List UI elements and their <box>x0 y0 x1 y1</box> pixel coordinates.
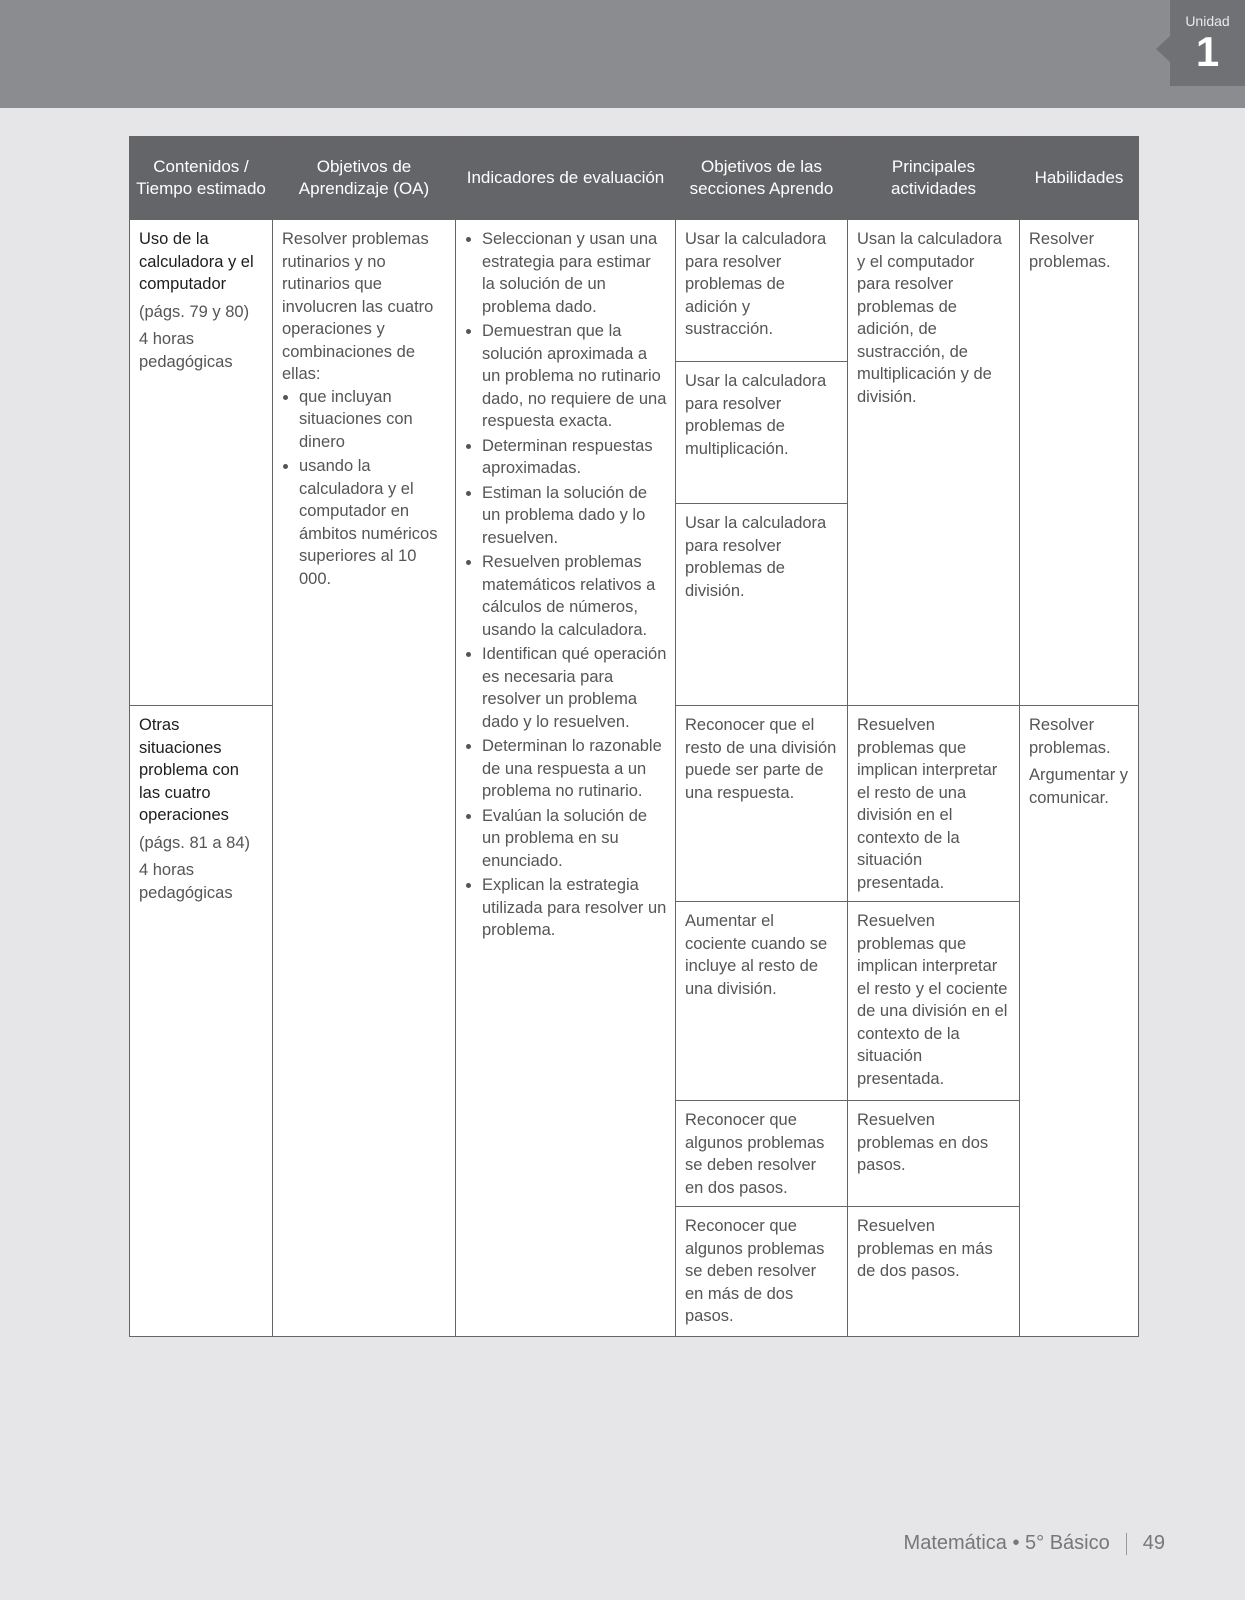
unit-tab-arrow <box>1156 36 1170 62</box>
indicator-item: • Determinan respuestas aproximadas. <box>482 435 667 480</box>
skills-cell-2 <box>1020 706 1139 1337</box>
oa-text: Resolver problemas rutinarios y no rutinarios que involucren las cuatro operaciones y combinaciones de ellas: <box>282 230 434 383</box>
header-habilidades: Habilidades <box>1020 137 1139 220</box>
unit-label: Unidad <box>1185 13 1230 29</box>
oa-bullet: • usando la calculadora y el computador en ámbitos numéricos superiores al 10 000. <box>299 455 447 590</box>
content-pages: (págs. 79 y 80) <box>139 302 250 321</box>
table-header-row <box>130 137 1139 220</box>
unit-tab <box>1170 0 1245 86</box>
top-banner <box>0 0 1245 108</box>
aprendo-cell: Aumentar el cociente cuando se incluye al resto de una división. <box>676 902 848 1101</box>
page-number: 49 <box>1142 1532 1165 1554</box>
aprendo-cell: Reconocer que algunos problemas se deben resolver en más de dos pasos. <box>676 1207 848 1337</box>
content-title: Uso de la calculadora y el computador <box>139 230 254 293</box>
skill-item: Argumentar y comunicar. <box>1029 766 1129 807</box>
oa-cell <box>273 220 456 1337</box>
indicator-item: • Resuelven problemas matemáticos relativos a cálculos de números, usando la calculadora. <box>482 551 667 641</box>
header-actividades: Principales actividades <box>848 137 1020 220</box>
indicator-item: • Identifican qué operación es necesaria para resolver un problema dado y lo resuelven. <box>482 643 667 733</box>
content-cell-1 <box>130 220 273 706</box>
aprendo-cell: Reconocer que algunos problemas se deben resolver en dos pasos. <box>676 1101 848 1207</box>
content-title: Otras situaciones problema con las cuatro operaciones <box>139 716 239 824</box>
page-footer <box>904 1532 1165 1555</box>
skills-cell-1 <box>1020 220 1139 706</box>
skill-item: Resolver problemas. <box>1029 230 1111 271</box>
header-indicadores: Indicadores de evaluación <box>456 137 676 220</box>
aprendo-cell: Reconocer que el resto de una división puede ser parte de una respuesta. <box>676 706 848 902</box>
header-aprendo: Objetivos de las secciones Aprendo <box>676 137 848 220</box>
oa-bullet: • que incluyan situaciones con dinero <box>299 386 447 454</box>
header-objetivos: Objetivos de Aprendizaje (OA) <box>273 137 456 220</box>
content-pages: (págs. 81 a 84) <box>139 833 250 852</box>
content-time: 4 horas pedagógicas <box>139 330 233 371</box>
activity-cell: Resuelven problemas que implican interpretar el resto de una división en el contexto de la situación presentada. <box>848 706 1020 902</box>
indicator-item: • Estiman la solución de un problema dado y lo resuelven. <box>482 482 667 550</box>
unit-number: 1 <box>1195 28 1220 75</box>
content-cell-2 <box>130 706 273 1337</box>
activity-cell: Resuelven problemas en dos pasos. <box>848 1101 1020 1207</box>
planning-table <box>129 136 1139 1337</box>
header-contenidos: Contenidos / Tiempo estimado <box>130 137 273 220</box>
activity-cell: Usan la calculadora y el computador para resolver problemas de adición, de sustracción, de multiplicación y de división. <box>848 220 1020 706</box>
indicator-item: • Evalúan la solución de un problema en su enunciado. <box>482 805 667 873</box>
content-time: 4 horas pedagógicas <box>139 861 233 902</box>
aprendo-cell: Usar la calculadora para resolver problemas de adición y sustracción. <box>676 220 848 362</box>
skill-item: Resolver problemas. <box>1029 716 1111 757</box>
indicator-item: • Demuestran que la solución aproximada a un problema no rutinario dado, no requiere de una respuesta exacta. <box>482 320 667 433</box>
aprendo-cell: Usar la calculadora para resolver problemas de división. <box>676 504 848 706</box>
aprendo-cell: Usar la calculadora para resolver problemas de multiplicación. <box>676 362 848 504</box>
activity-cell: Resuelven problemas en más de dos pasos. <box>848 1207 1020 1337</box>
activity-cell: Resuelven problemas que implican interpretar el resto y el cociente de una división en el contexto de la situación presentada. <box>848 902 1020 1101</box>
footer-subject: Matemática • 5° Básico <box>903 1532 1110 1554</box>
indicators-cell <box>456 220 676 1337</box>
indicator-item: • Explican la estrategia utilizada para resolver un problema. <box>482 874 667 942</box>
footer-divider <box>1126 1533 1127 1555</box>
indicator-item: • Determinan lo razonable de una respuesta a un problema no rutinario. <box>482 735 667 803</box>
indicator-item: • Seleccionan y usan una estrategia para estimar la solución de un problema dado. <box>482 228 667 318</box>
table-row <box>130 220 1139 362</box>
